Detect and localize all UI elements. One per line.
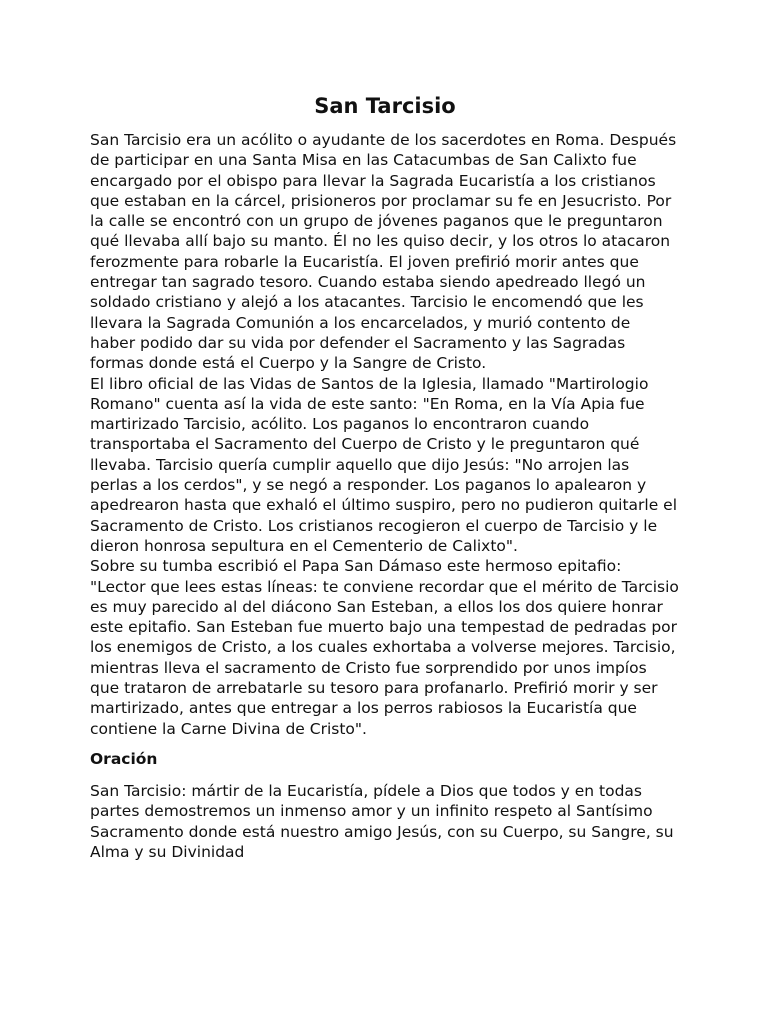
document-title: San Tarcisio	[314, 94, 456, 118]
prayer-heading: Oración	[90, 749, 158, 768]
paragraph-epitafio: Sobre su tumba escribió el Papa San Dámaso este hermoso epitafio: "Lector que lees estas líneas: te conviene recordar que el mérito de Tarcisio es muy parecido al del diácono San Esteban, a ellos los dos quiere honrar este epitafio. San Esteban fue muerto bajo una tempestad de pedradas por los enemigos de Cristo, a los cuales exhortaba a volverse mejores. Tarcisio, mientras lleva el sacramento de Cristo fue sorprendido por unos impíos que trataron de arrebatarle su tesoro para profanarlo. Prefirió morir y ser martirizado, antes que entregar a los perros rabiosos la Eucaristía que contiene la Carne Divina de Cristo".	[90, 557, 679, 738]
paragraph-martirologio: El libro oficial de las Vidas de Santos de la Iglesia, llamado "Martirologio Romano" cuenta así la vida de este santo: "En Roma, en la Vía Apia fue martirizado Tarcisio, acólito. Los paganos lo encontraron cuando transportaba el Sacramento del Cuerpo de Cristo y le preguntaron qué llevaba. Tarcisio quería cumplir aquello que dijo Jesús: "No arrojen las perlas a los cerdos", y se negó a responder. Los paganos lo apalearon y apedrearon hasta que exhaló el último suspiro, pero no pudieron quitarle el Sacramento de Cristo. Los cristianos recogieron el cuerpo de Tarcisio y le dieron honrosa sepultura en el Cementerio de Calixto".	[90, 374, 678, 555]
prayer-text: San Tarcisio: mártir de la Eucaristía, pídele a Dios que todos y en todas partes demostremos un inmenso amor y un infinito respeto al Santísimo Sacramento donde está nuestro amigo Jesús, con su Cuerpo, su Sangre, su Alma y su Divinidad	[90, 781, 674, 861]
paragraph-intro: San Tarcisio era un acólito o ayudante de los sacerdotes en Roma. Después de participar en una Santa Misa en las Catacumbas de San Calixto fue encargado por el obispo para llevar la Sagrada Eucaristía a los cristianos que estaban en la cárcel, prisioneros por proclamar su fe en Jesucristo. Por la calle se encontró con un grupo de jóvenes paganos que le preguntaron qué llevaba allí bajo su manto. Él no les quiso decir, y los otros lo atacaron ferozmente para robarle la Eucaristía. El joven prefirió morir antes que entregar tan sagrado tesoro. Cuando estaba siendo apedreado llegó un soldado cristiano y alejó a los atacantes. Tarcisio le encomendó que les llevara la Sagrada Comunión a los encarcelados, y murió contento de haber podido dar su vida por defender el Sacramento y las Sagradas formas donde está el Cuerpo y la Sangre de Cristo.	[90, 131, 677, 373]
document-page	[90, 92, 680, 862]
